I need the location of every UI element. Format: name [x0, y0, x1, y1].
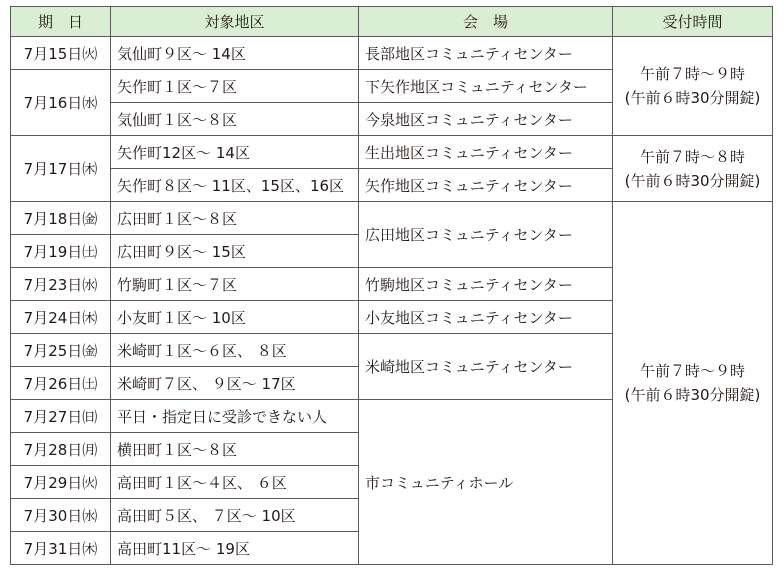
time-unlock: (午前６時30分開錠) [624, 386, 761, 404]
date-cell: 7月25日㈮ [11, 334, 111, 367]
date-cell: 7月24日㈭ [11, 301, 111, 334]
date-cell: 7月26日㈯ [11, 367, 111, 400]
area-cell: 横田町１区～８区 [111, 433, 359, 466]
date-cell: 7月18日㈮ [11, 202, 111, 235]
venue-cell: 生出地区コミュニティセンター [359, 136, 613, 169]
date-cell: 7月23日㈬ [11, 268, 111, 301]
date-cell: 7月15日㈫ [11, 37, 111, 70]
area-cell: 高田町１区～４区、 ６区 [111, 466, 359, 499]
header-area: 対象地区 [111, 7, 359, 37]
time-hours: 午前７時～９時 [639, 362, 745, 380]
time-unlock: (午前６時30分開錠) [624, 171, 761, 190]
header-venue: 会 場 [359, 7, 613, 37]
table-row [11, 37, 773, 70]
time-cell [613, 202, 773, 565]
venue-cell: 下矢作地区コミュニティセンター [359, 70, 613, 103]
venue-cell: 竹駒地区コミュニティセンター [359, 268, 613, 301]
area-cell: 広田町９区～ 15区 [111, 235, 359, 268]
area-cell: 高田町５区、 ７区～ 10区 [111, 499, 359, 532]
header-row [11, 7, 773, 37]
venue-cell: 米崎地区コミュニティセンター [359, 334, 613, 400]
date-cell: 7月28日㈪ [11, 433, 111, 466]
venue-cell: 広田地区コミュニティセンター [359, 202, 613, 268]
date-cell: 7月29日㈫ [11, 466, 111, 499]
time-unlock: (午前６時30分開錠) [624, 89, 761, 107]
venue-cell: 長部地区コミュニティセンター [359, 37, 613, 70]
time-hours: 午前７時～８時 [639, 147, 745, 166]
time-cell [613, 136, 773, 202]
header-time: 受付時間 [613, 7, 773, 37]
date-cell: 7月31日㈭ [11, 532, 111, 565]
date-cell: 7月16日㈬ [11, 70, 111, 136]
area-cell: 竹駒町１区～７区 [111, 268, 359, 301]
date-cell: 7月30日㈬ [11, 499, 111, 532]
area-cell: 小友町１区～ 10区 [111, 301, 359, 334]
area-cell: 広田町１区～８区 [111, 202, 359, 235]
time-cell [613, 37, 773, 136]
table-row [11, 202, 773, 235]
area-cell: 高田町11区～ 19区 [111, 532, 359, 565]
area-cell: 矢作町１区～７区 [111, 70, 359, 103]
time-hours: 午前７時～９時 [639, 65, 745, 83]
date-cell: 7月27日㈰ [11, 400, 111, 433]
date-cell: 7月17日㈭ [11, 136, 111, 202]
date-cell: 7月19日㈯ [11, 235, 111, 268]
header-date: 期 日 [11, 7, 111, 37]
venue-cell: 市コミュニティホール [359, 400, 613, 565]
venue-cell: 今泉地区コミュニティセンター [359, 103, 613, 136]
venue-cell: 矢作地区コミュニティセンター [359, 169, 613, 202]
table-row [11, 136, 773, 169]
schedule-table [10, 6, 773, 565]
venue-cell: 小友地区コミュニティセンター [359, 301, 613, 334]
area-cell: 平日・指定日に受診できない人 [111, 400, 359, 433]
area-cell: 気仙町９区～ 14区 [111, 37, 359, 70]
area-cell: 米崎町７区、 ９区～ 17区 [111, 367, 359, 400]
area-cell: 気仙町１区～８区 [111, 103, 359, 136]
area-cell: 矢作町８区～ 11区、15区、16区 [111, 169, 359, 202]
area-cell: 米崎町１区～６区、 ８区 [111, 334, 359, 367]
area-cell: 矢作町12区～ 14区 [111, 136, 359, 169]
